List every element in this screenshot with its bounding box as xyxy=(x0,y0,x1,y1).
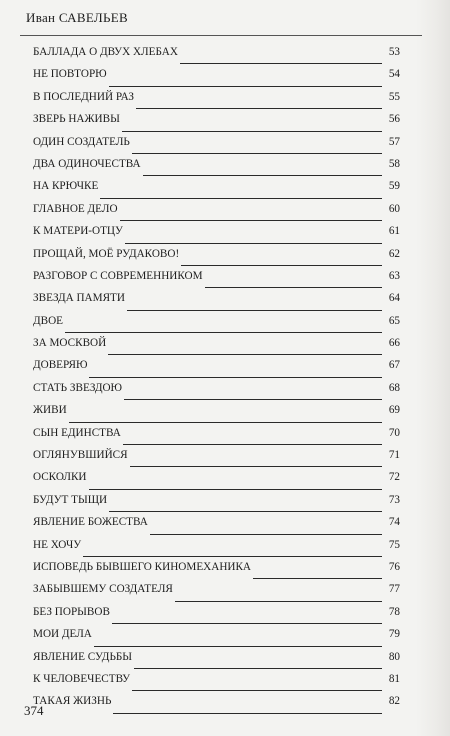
toc-entry-page: 70 xyxy=(388,426,400,439)
toc-leader-line xyxy=(205,286,382,288)
toc-entry-page: 72 xyxy=(388,471,400,484)
toc-entry-page: 68 xyxy=(388,381,400,394)
toc-entry xyxy=(33,225,400,247)
header-rule xyxy=(20,35,422,36)
toc-entry-page: 71 xyxy=(388,449,400,462)
toc-entry-page: 61 xyxy=(388,225,400,238)
toc-entry-page: 76 xyxy=(388,560,400,573)
toc-entry-title: ДВОЕ xyxy=(33,314,64,327)
toc-leader-line xyxy=(108,353,382,355)
toc-entry-page: 53 xyxy=(388,46,400,58)
toc-entry-title: БАЛЛАДА О ДВУХ ХЛЕБАХ xyxy=(33,46,178,58)
toc-entry-page: 78 xyxy=(388,605,400,618)
toc-leader-line xyxy=(120,219,382,221)
toc-leader-line xyxy=(175,600,382,602)
toc-leader-line xyxy=(69,421,382,423)
toc-leader-line xyxy=(132,689,382,691)
toc-leader-line xyxy=(65,331,382,333)
toc-entry xyxy=(33,449,400,471)
toc-entry-title: НЕ ПОВТОРЮ xyxy=(33,68,107,81)
toc-leader-line xyxy=(113,712,382,714)
page-number: 374 xyxy=(24,703,44,718)
toc-leader-line xyxy=(123,443,382,445)
toc-leader-line xyxy=(181,264,382,266)
toc-entry xyxy=(33,382,400,404)
toc-entry-title: ГЛАВНОЕ ДЕЛО xyxy=(33,202,118,215)
toc-entry xyxy=(33,68,400,90)
running-header-author: Иван САВЕЛЬЕВ xyxy=(26,10,128,25)
page-edge xyxy=(416,0,450,736)
toc-entry-title: К МАТЕРИ-ОТЦУ xyxy=(33,225,123,238)
toc-leader-line xyxy=(89,376,382,378)
toc-entry xyxy=(33,583,400,605)
toc-entry-title: ЗВЕРЬ НАЖИВЫ xyxy=(33,113,120,126)
toc-entry xyxy=(33,315,400,337)
toc-leader-line xyxy=(130,465,382,467)
toc-entry-page: 54 xyxy=(388,68,400,81)
toc-entry-title: ЯВЛЕНИЕ СУДЬБЫ xyxy=(33,650,133,663)
toc-entry-title: МОИ ДЕЛА xyxy=(33,628,92,641)
toc-entry-page: 66 xyxy=(388,337,400,350)
toc-entry xyxy=(33,292,400,314)
toc-entry-title: ДОВЕРЯЮ xyxy=(33,359,88,372)
toc-entry xyxy=(33,539,400,561)
toc-entry-title: СЫН ЕДИНСТВА xyxy=(33,426,121,439)
toc-leader-line xyxy=(132,152,382,154)
toc-entry-page: 67 xyxy=(388,359,400,372)
toc-leader-line xyxy=(94,645,382,647)
toc-leader-line xyxy=(150,533,382,535)
toc-entry-page: 60 xyxy=(388,202,400,215)
toc-leader-line xyxy=(253,577,382,579)
toc-entry-page: 63 xyxy=(388,269,400,282)
toc-entry-page: 74 xyxy=(388,516,400,529)
toc-entry xyxy=(33,516,400,538)
toc-entry xyxy=(33,113,400,135)
toc-entry-title: ЗА МОСКВОЙ xyxy=(33,337,107,350)
toc-entry-page: 62 xyxy=(388,247,400,260)
toc-entry-title: ЖИВИ xyxy=(33,404,67,417)
toc-entry-page: 55 xyxy=(388,90,400,103)
toc-entry-title: БУДУТ ТЫЩИ xyxy=(33,493,108,506)
toc-entry xyxy=(33,180,400,202)
toc-entry xyxy=(33,606,400,628)
toc-entry-title: ДВА ОДИНОЧЕСТВА xyxy=(33,157,141,170)
table-of-contents xyxy=(33,46,400,718)
toc-entry-title: РАЗГОВОР С СОВРЕМЕННИКОМ xyxy=(33,269,203,282)
toc-leader-line xyxy=(124,398,382,400)
toc-entry-title: СТАТЬ ЗВЕЗДОЮ xyxy=(33,381,123,394)
toc-entry-title: ИСПОВЕДЬ БЫВШЕГО КИНОМЕХАНИКА xyxy=(33,560,252,573)
toc-entry-page: 81 xyxy=(388,672,400,685)
toc-entry-title: ПРОЩАЙ, МОЁ РУДАКОВО! xyxy=(33,247,180,260)
toc-leader-line xyxy=(127,309,382,311)
toc-entry xyxy=(33,494,400,516)
toc-entry-page: 79 xyxy=(388,628,400,641)
toc-leader-line xyxy=(89,488,382,490)
toc-leader-line xyxy=(180,62,382,64)
toc-entry xyxy=(33,471,400,493)
toc-entry xyxy=(33,203,400,225)
toc-entry xyxy=(33,337,400,359)
toc-entry-title: ЗАБЫВШЕМУ СОЗДАТЕЛЯ xyxy=(33,583,173,596)
toc-entry-page: 64 xyxy=(388,292,400,305)
toc-entry-page: 80 xyxy=(388,650,400,663)
toc-entry xyxy=(33,158,400,180)
toc-leader-line xyxy=(122,130,382,132)
toc-leader-line xyxy=(109,510,382,512)
toc-entry xyxy=(33,136,400,158)
toc-entry xyxy=(33,359,400,381)
toc-leader-line xyxy=(136,107,382,109)
toc-leader-line xyxy=(125,242,382,244)
toc-entry-page: 77 xyxy=(388,583,400,596)
toc-entry-title: БЕЗ ПОРЫВОВ xyxy=(33,605,110,618)
toc-entry-page: 58 xyxy=(388,157,400,170)
toc-entry-title: ЗВЕЗДА ПАМЯТИ xyxy=(33,292,125,305)
toc-leader-line xyxy=(83,555,382,557)
toc-entry xyxy=(33,651,400,673)
toc-entry-page: 73 xyxy=(388,493,400,506)
toc-entry-page: 65 xyxy=(388,314,400,327)
toc-entry xyxy=(33,695,400,717)
toc-entry xyxy=(33,628,400,650)
toc-entry xyxy=(33,673,400,695)
toc-entry xyxy=(33,91,400,113)
toc-leader-line xyxy=(143,174,382,176)
toc-entry-page: 59 xyxy=(388,180,400,193)
toc-entry-title: ЯВЛЕНИЕ БОЖЕСТВА xyxy=(33,516,148,529)
toc-entry-page: 69 xyxy=(388,404,400,417)
toc-entry-title: ОСКОЛКИ xyxy=(33,471,87,484)
toc-entry xyxy=(33,270,400,292)
toc-entry-title: ТАКАЯ ЖИЗНЬ xyxy=(33,695,112,708)
toc-entry-title: В ПОСЛЕДНИЙ РАЗ xyxy=(33,90,135,103)
toc-entry-title: НА КРЮЧКЕ xyxy=(33,180,99,193)
toc-entry xyxy=(33,404,400,426)
toc-entry-title: НЕ ХОЧУ xyxy=(33,538,82,551)
toc-leader-line xyxy=(109,85,382,87)
toc-entry-title: ОГЛЯНУВШИЙСЯ xyxy=(33,449,128,462)
toc-leader-line xyxy=(112,622,382,624)
toc-entry xyxy=(33,248,400,270)
toc-leader-line xyxy=(100,197,382,199)
toc-entry xyxy=(33,427,400,449)
toc-entry-title: ОДИН СОЗДАТЕЛЬ xyxy=(33,135,130,148)
toc-entry-page: 57 xyxy=(388,135,400,148)
toc-entry-page: 56 xyxy=(388,113,400,126)
toc-entry-page: 82 xyxy=(388,695,400,708)
toc-entry-title: К ЧЕЛОВЕЧЕСТВУ xyxy=(33,672,131,685)
toc-entry-page: 75 xyxy=(388,538,400,551)
toc-leader-line xyxy=(134,667,382,669)
toc-entry xyxy=(33,561,400,583)
toc-entry xyxy=(33,46,400,68)
